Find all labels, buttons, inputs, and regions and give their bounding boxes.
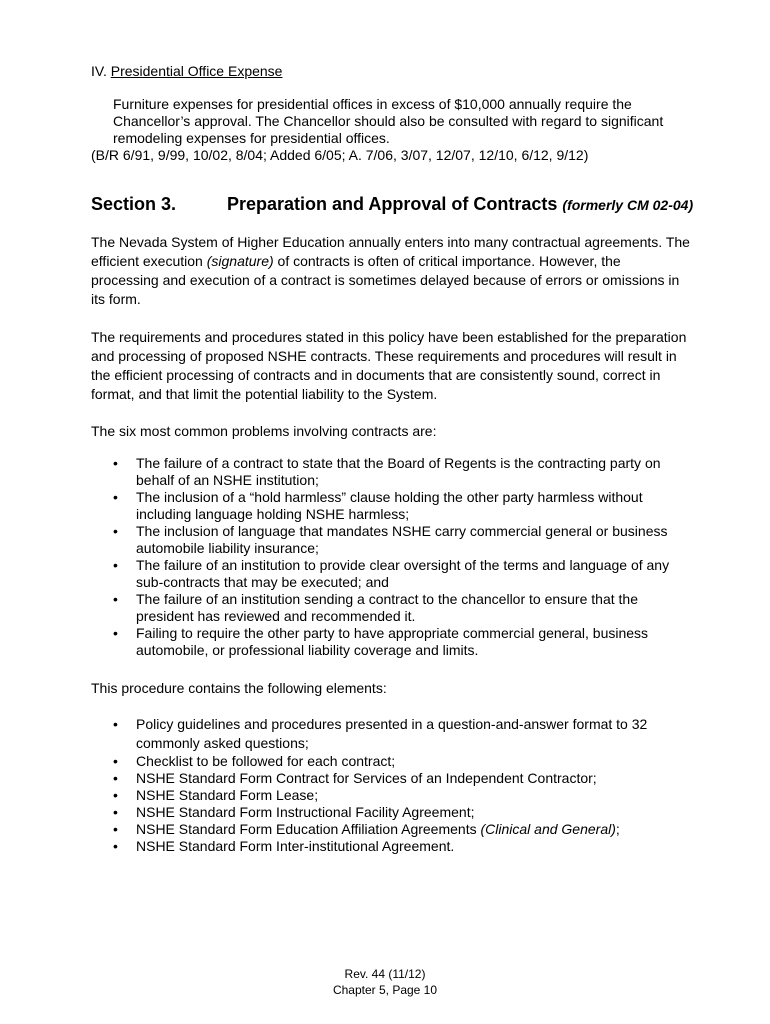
- list-item: • NSHE Standard Form Instructional Facility Agreement;: [113, 804, 683, 821]
- list-item: • Failing to require the other party to have appropriate commercial general, business automobile, or professional liability coverage and limits.: [113, 625, 683, 659]
- list-item: • Checklist to be followed for each contract;: [113, 753, 683, 770]
- section-iv-title: Presidential Office Expense: [110, 63, 283, 79]
- list-item-italic: (Clinical and General): [480, 821, 616, 837]
- problems-list: [113, 455, 683, 659]
- page-footer: [0, 966, 770, 998]
- intro-text-end: of contracts is often of critical importance. However, the processing and execution of a contract is sometimes delayed because of errors or omissions in its form.: [91, 253, 680, 307]
- footer-page-number: Chapter 5, Page 10: [332, 983, 438, 997]
- section-3-title: Preparation and Approval of Contracts: [227, 194, 558, 214]
- intro-text-start: The Nevada System of Higher Education annually enters into many contractual agreements. The efficient execution: [91, 234, 690, 269]
- list-item: • The failure of a contract to state that the Board of Regents is the contracting party on behalf of an NSHE institution;: [113, 455, 683, 489]
- section-3-formerly: (formerly CM 02-04): [562, 197, 694, 213]
- elements-list: [113, 715, 683, 855]
- list-item: • NSHE Standard Form Contract for Services of an Independent Contractor;: [113, 770, 683, 787]
- section-3-number: Section 3.: [91, 194, 177, 214]
- list-item: [113, 821, 683, 838]
- list-item: • The inclusion of language that mandates NSHE carry commercial general or business automobile liability insurance;: [113, 523, 683, 557]
- section-iv-body: Furniture expenses for presidential offices in excess of $10,000 annually require the Chancellor’s approval. The Chancellor should also be consulted with regard to significant remodeling expenses for presidential offices.: [113, 96, 664, 146]
- requirements-paragraph: The requirements and procedures stated in this policy have been established for the preparation and processing of proposed NSHE contracts. These requirements and procedures will result in the efficient processing of contracts and in documents that are consistently sound, correct in format, and that limit the potential liability to the System.: [91, 329, 687, 402]
- list-item-end: ;: [615, 821, 620, 837]
- intro-paragraph: [91, 233, 691, 309]
- list-item: • NSHE Standard Form Inter-institutional Agreement.: [113, 838, 683, 855]
- problems-intro: The six most common problems involving contracts are:: [91, 423, 437, 439]
- list-item-text: NSHE Standard Form Education Affiliation Agreements: [136, 821, 481, 837]
- footer-revision: Rev. 44 (11/12): [344, 967, 426, 981]
- section-iv-numeral: IV.: [91, 63, 107, 79]
- list-item: • Policy guidelines and procedures presented in a question-and-answer format to 32 commonly asked questions;: [113, 715, 683, 753]
- section-iv-history: (B/R 6/91, 9/99, 10/02, 8/04; Added 6/05; A. 7/06, 3/07, 12/07, 12/10, 6/12, 9/12): [91, 147, 589, 163]
- list-item: • NSHE Standard Form Lease;: [113, 787, 683, 804]
- section-3-heading: [91, 194, 693, 215]
- list-item: • The inclusion of a “hold harmless” clause holding the other party harmless without including language holding NSHE harmless;: [113, 489, 683, 523]
- list-item: • The failure of an institution sending a contract to the chancellor to ensure that the president has reviewed and recommended it.: [113, 591, 683, 625]
- section-iv-heading: [91, 63, 282, 79]
- elements-intro: This procedure contains the following elements:: [91, 680, 387, 696]
- intro-italic: (signature): [206, 253, 274, 269]
- list-item: • The failure of an institution to provide clear oversight of the terms and language of any sub-contracts that may be executed; and: [113, 557, 683, 591]
